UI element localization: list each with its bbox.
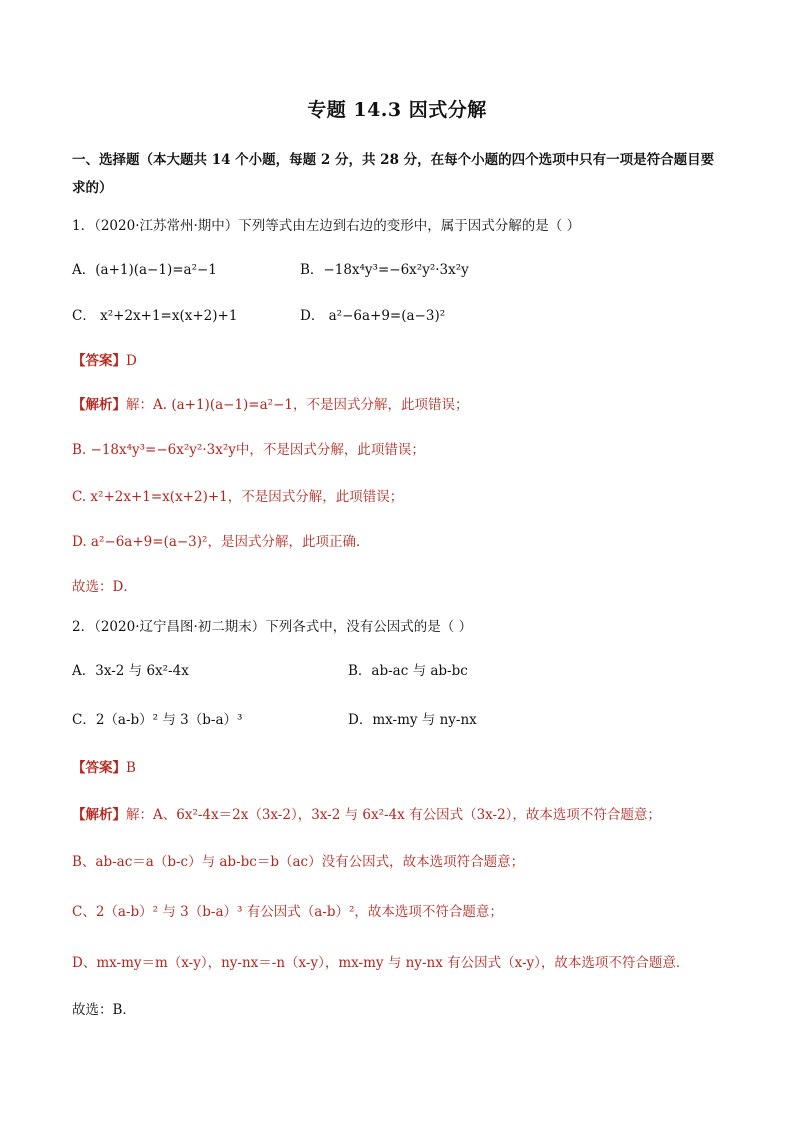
- section-heading-line2: 求的）: [72, 180, 113, 196]
- q2-answer-value: B: [126, 760, 136, 776]
- q1-option-c: C． x²+2x+1=x(x+2)+1: [72, 308, 238, 324]
- page-title: 专题 14.3 因式分解: [307, 99, 487, 121]
- q1-analysis-tag: 【解析】: [72, 397, 126, 413]
- q2-option-c: C．2（a-b）² 与 3（b-a）³: [72, 712, 243, 728]
- q2-stem: 2．（2020·辽宁昌图·初二期末）下列各式中，没有公因式的是（ ）: [72, 619, 473, 635]
- section-heading-line1: 一、选择题（本大题共 14 个小题，每题 2 分，共 28 分，在每个小题的四个选项中只有一项是符合题目要: [72, 152, 715, 168]
- q1-answer-tag: 【答案】: [72, 353, 126, 369]
- q2-answer: [72, 758, 136, 778]
- q1-analysis-a: [72, 395, 468, 415]
- q1-analysis-a-text: 解：A. (a+1)(a−1)=a²−1，不是因式分解，此项错误；: [126, 397, 469, 413]
- q2-option-d: D．mx-my 与 ny-nx: [348, 712, 477, 728]
- q2-answer-tag: 【答案】: [72, 760, 126, 776]
- q1-answer-value: D: [126, 353, 137, 369]
- q2-analysis-c: C、2（a-b）² 与 3（b-a）³ 有公因式（a-b）²，故本选项不符合题意；: [72, 904, 503, 920]
- q1-conclusion: 故选：D．: [72, 579, 137, 595]
- q1-option-d: D． a²−6a+9=(a−3)²: [300, 308, 446, 324]
- q2-analysis-a: [72, 805, 661, 825]
- q2-analysis-a-text: 解：A、6x²-4x＝2x（3x-2），3x-2 与 6x²-4x 有公因式（3x-2），故本选项不符合题意；: [126, 807, 661, 823]
- q2-analysis-d: D、mx-my＝m（x-y），ny-nx＝-n（x-y），mx-my 与 ny-nx 有公因式（x-y），故本选项不符合题意．: [72, 955, 690, 971]
- q1-option-b: B．−18x⁴y³=−6x²y²·3x²y: [300, 262, 469, 278]
- q2-analysis-tag: 【解析】: [72, 807, 126, 823]
- q1-analysis-b: B. −18x⁴y³=−6x²y²·3x²y中，不是因式分解，此项错误；: [72, 442, 425, 458]
- q2-conclusion: 故选：B．: [72, 1002, 136, 1018]
- q1-answer: [72, 351, 137, 371]
- q1-stem: 1．（2020·江苏常州·期中）下列等式由左边到右边的变形中，属于因式分解的是（ ）: [72, 218, 581, 234]
- q2-option-b: B．ab-ac 与 ab-bc: [348, 663, 468, 679]
- q2-analysis-b: B、ab-ac＝a（b-c）与 ab-bc＝b（ac）没有公因式，故本选项符合题意；: [72, 854, 525, 870]
- q2-option-a: A．3x-2 与 6x²-4x: [72, 663, 189, 679]
- q1-option-a: A．(a+1)(a−1)=a²−1: [72, 262, 217, 278]
- q1-analysis-d: D. a²−6a+9=(a−3)²，是因式分解，此项正确．: [72, 534, 370, 550]
- q1-analysis-c: C. x²+2x+1=x(x+2)+1，不是因式分解，此项错误；: [72, 489, 404, 505]
